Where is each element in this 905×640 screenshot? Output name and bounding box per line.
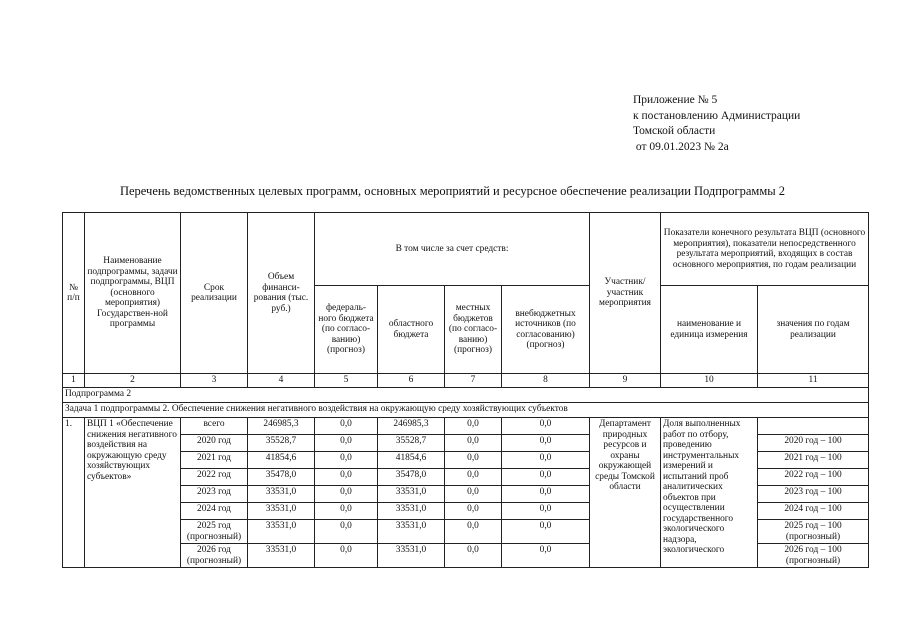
federal-cell: 0,0 [315, 486, 378, 503]
programs-table [62, 212, 869, 568]
header-volume: Объем финанси-рования (тыс. руб.) [248, 213, 315, 374]
extra-cell: 0,0 [502, 435, 590, 452]
appendix-line: Томской области [633, 125, 716, 137]
period-cell: 2023 год [181, 486, 248, 503]
indicator-value-cell: 2025 год – 100 (прогнозный) [758, 520, 869, 544]
local-cell: 0,0 [445, 503, 502, 520]
federal-cell: 0,0 [315, 435, 378, 452]
appendix-line: Приложение № 5 [633, 94, 718, 106]
extra-cell: 0,0 [502, 544, 590, 568]
indicator-value-cell: 2024 год – 100 [758, 503, 869, 520]
volume-cell: 33531,0 [248, 503, 315, 520]
federal-cell: 0,0 [315, 520, 378, 544]
local-cell: 0,0 [445, 418, 502, 435]
volume-cell: 33531,0 [248, 486, 315, 503]
participant-cell: Департамент природных ресурсов и охраны окружающей среды Томской области [590, 418, 661, 568]
column-number: 4 [248, 374, 315, 388]
column-number: 6 [378, 374, 445, 388]
table-row [63, 418, 869, 435]
extra-cell: 0,0 [502, 418, 590, 435]
column-number: 3 [181, 374, 248, 388]
indicator-value-cell [758, 418, 869, 435]
header-including: В том числе за счет средств: [315, 213, 590, 286]
local-cell: 0,0 [445, 486, 502, 503]
subprogram-row: Подпрограмма 2 [63, 388, 869, 403]
period-cell: 2024 год [181, 503, 248, 520]
volume-cell: 33531,0 [248, 544, 315, 568]
regional-cell: 35528,7 [378, 435, 445, 452]
federal-cell: 0,0 [315, 503, 378, 520]
header-federal: федераль-ного бюджета (по согласо-ванию) (прогноз) [315, 286, 378, 374]
local-cell: 0,0 [445, 544, 502, 568]
column-number: 1 [63, 374, 85, 388]
volume-cell: 41854,6 [248, 452, 315, 469]
indicator-value-cell: 2022 год – 100 [758, 469, 869, 486]
item-number: 1. [63, 418, 85, 568]
indicator-value-cell: 2026 год – 100 (прогнозный) [758, 544, 869, 568]
header-extra: внебюджетных источников (по согласованию) (прогноз) [502, 286, 590, 374]
column-numbers-row [63, 374, 869, 388]
federal-cell: 0,0 [315, 452, 378, 469]
extra-cell: 0,0 [502, 486, 590, 503]
item-name: ВЦП 1 «Обеспечение снижения негативного воздействия на окружающую среду хозяйствующих субъектов» [85, 418, 181, 568]
indicator-value-cell: 2020 год – 100 [758, 435, 869, 452]
column-number: 5 [315, 374, 378, 388]
local-cell: 0,0 [445, 520, 502, 544]
appendix-line: от 09.01.2023 № 2а [633, 140, 729, 153]
indicator-value-cell: 2021 год – 100 [758, 452, 869, 469]
federal-cell: 0,0 [315, 544, 378, 568]
local-cell: 0,0 [445, 452, 502, 469]
indicator-value-cell: 2023 год – 100 [758, 486, 869, 503]
extra-cell: 0,0 [502, 469, 590, 486]
regional-cell: 246985,3 [378, 418, 445, 435]
regional-cell: 33531,0 [378, 544, 445, 568]
header-num: № п/п [63, 213, 85, 374]
document-title: Перечень ведомственных целевых программ, основных мероприятий и ресурсное обеспечение реализации Подпрограммы 2 [119, 184, 786, 198]
appendix-line: к постановлению Администрации [633, 109, 801, 122]
period-cell: 2021 год [181, 452, 248, 469]
regional-cell: 33531,0 [378, 486, 445, 503]
header-regional: областного бюджета [378, 286, 445, 374]
indicator-name-cell: Доля выполненных работ по отбору, проведению инструментальных измерений и испытаний проб аналитических объектов при осуществлении государственного экологического надзора, экологического [661, 418, 758, 568]
period-cell: всего [181, 418, 248, 435]
volume-cell: 35528,7 [248, 435, 315, 452]
extra-cell: 0,0 [502, 452, 590, 469]
period-cell: 2022 год [181, 469, 248, 486]
federal-cell: 0,0 [315, 469, 378, 486]
column-number: 10 [661, 374, 758, 388]
column-number: 8 [502, 374, 590, 388]
volume-cell: 246985,3 [248, 418, 315, 435]
volume-cell: 33531,0 [248, 520, 315, 544]
regional-cell: 41854,6 [378, 452, 445, 469]
header-period: Срок реализации [181, 213, 248, 374]
header-indicators: Показатели конечного результата ВЦП (основного мероприятия), показатели непосредственного результата мероприятий, входящих в состав основного мероприятия, по годам реализации [661, 213, 869, 286]
header-name: Наименование подпрограммы, задачи подпрограммы, ВЦП (основного мероприятия) Государствен-ной программы [85, 213, 181, 374]
period-cell: 2026 год (прогнозный) [181, 544, 248, 568]
volume-cell: 35478,0 [248, 469, 315, 486]
local-cell: 0,0 [445, 435, 502, 452]
header-indicator-values: значения по годам реализации [758, 286, 869, 374]
local-cell: 0,0 [445, 469, 502, 486]
header-local: местных бюджетов (по согласо-ванию) (прогноз) [445, 286, 502, 374]
column-number: 7 [445, 374, 502, 388]
period-cell: 2025 год (прогнозный) [181, 520, 248, 544]
extra-cell: 0,0 [502, 503, 590, 520]
column-number: 2 [85, 374, 181, 388]
regional-cell: 35478,0 [378, 469, 445, 486]
extra-cell: 0,0 [502, 520, 590, 544]
regional-cell: 33531,0 [378, 503, 445, 520]
column-number: 11 [758, 374, 869, 388]
column-number: 9 [590, 374, 661, 388]
regional-cell: 33531,0 [378, 520, 445, 544]
appendix-block [633, 93, 800, 155]
federal-cell: 0,0 [315, 418, 378, 435]
period-cell: 2020 год [181, 435, 248, 452]
header-indicator-name: наименование и единица измерения [661, 286, 758, 374]
task-row: Задача 1 подпрограммы 2. Обеспечение снижения негативного воздействия на окружающую среду хозяйствующих субъектов [63, 403, 869, 418]
header-participant: Участник/ участник мероприятия [590, 213, 661, 374]
